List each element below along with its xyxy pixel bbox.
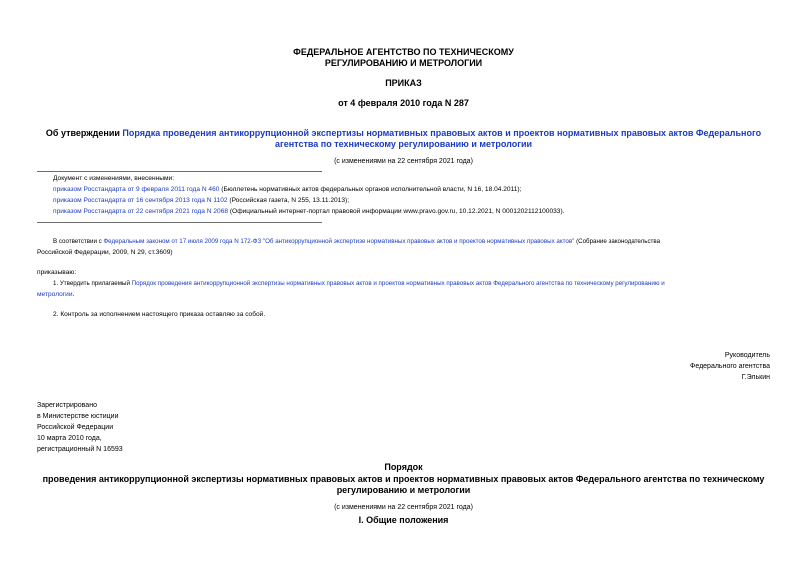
document-title-line2 xyxy=(0,138,807,150)
title-prefix: Об утверждении xyxy=(45,128,123,138)
change-link[interactable]: приказом Росстандарта от 9 февраля 2011 года N 460 xyxy=(53,186,220,193)
annex-subtitle-line1: проведения антикоррупционной экспертизы нормативных правовых актов и проектов нормативных правовых актов Федерального агентства по техническому xyxy=(42,474,765,484)
signature-agency: Федерального агентства xyxy=(690,363,770,370)
annex-title: Порядок xyxy=(384,462,423,472)
registration-line: Российской Федерации xyxy=(37,424,114,431)
agency-name-line2: РЕГУЛИРОВАНИЮ И МЕТРОЛОГИИ xyxy=(324,58,483,68)
change-item: приказом Росстандарта от 9 февраля 2011 года N 460 (Бюллетень нормативных актов федеральных органов исполнительной власти, N 16, 18.04.2011); xyxy=(53,186,522,193)
registration-line: 10 марта 2010 года, xyxy=(37,435,102,442)
order-item-2: 2. Контроль за исполнением настоящего приказа оставляю за собой. xyxy=(53,311,266,318)
order-item-1-line2: метрологии. xyxy=(37,291,75,298)
procedure-link-continued[interactable]: метрологии xyxy=(37,291,73,298)
preamble-line2: Российской Федерации, 2009, N 29, ст.3609) xyxy=(37,249,173,256)
signature-name: Г.Элькин xyxy=(741,374,770,381)
procedure-link[interactable]: Порядок проведения антикоррупционной экспертизы нормативных правовых актов и проектов нормативных правовых актов Федерального агентства по техническому регулированию и xyxy=(131,280,665,287)
order-word: приказываю: xyxy=(37,269,77,276)
agency-name-line1: ФЕДЕРАЛЬНОЕ АГЕНТСТВО ПО ТЕХНИЧЕСКОМУ xyxy=(293,47,514,57)
title-link[interactable]: Порядка проведения антикоррупционной экспертизы нормативных правовых актов и проектов нормативных правовых актов Федерального xyxy=(122,128,762,138)
change-item: приказом Росстандарта от 22 сентября 2021 года N 2068 (Официальный интернет-портал правовой информации www.pravo.gov.ru, 10.12.2021, N 0001202112100033). xyxy=(53,208,565,215)
changes-top-rule xyxy=(37,171,322,172)
change-link[interactable]: приказом Росстандарта от 16 сентября 2013 года N 1102 xyxy=(53,197,228,204)
annex-subtitle-line2: регулированию и метрологии xyxy=(336,485,471,495)
federal-law-link[interactable]: Федеральным законом от 17 июля 2009 года N 172-ФЗ "Об антикоррупционной экспертизе нормативных правовых актов и проектов нормативных правовых актов" xyxy=(103,238,575,245)
order-item-1-line1: 1. Утвердить прилагаемый Порядок проведения антикоррупционной экспертизы нормативных правовых актов и проектов нормативных правовых актов Федерального агентства по техническому регулированию и xyxy=(53,280,665,287)
section-heading: I. Общие положения xyxy=(358,515,449,525)
registration-line: в Министерстве юстиции xyxy=(37,413,119,420)
annex-revision-note: (с изменениями на 22 сентября 2021 года) xyxy=(334,504,473,511)
registration-line: регистрационный N 16593 xyxy=(37,446,123,453)
changes-intro: Документ с изменениями, внесенными: xyxy=(53,175,175,182)
change-item: приказом Росстандарта от 16 сентября 2013 года N 1102 (Российская газета, N 255, 13.11.2013); xyxy=(53,197,350,204)
changes-bottom-rule xyxy=(37,222,322,223)
change-link[interactable]: приказом Росстандарта от 22 сентября 2021 года N 2068 xyxy=(53,208,229,215)
signature-title: Руководитель xyxy=(724,352,770,359)
document-date: от 4 февраля 2010 года N 287 xyxy=(338,98,469,108)
registration-line: Зарегистрировано xyxy=(37,402,97,409)
title-link-continued[interactable]: агентства по техническому регулированию и метрологии xyxy=(274,139,533,149)
preamble-line1: В соответствии с Федеральным законом от 17 июля 2009 года N 172-ФЗ "Об антикоррупционной экспертизе нормативных правовых актов и проектов нормативных правовых актов" (Собрание законодательства xyxy=(53,238,661,245)
revision-note: (с изменениями на 22 сентября 2021 года) xyxy=(334,158,473,165)
document-type: ПРИКАЗ xyxy=(385,78,422,88)
